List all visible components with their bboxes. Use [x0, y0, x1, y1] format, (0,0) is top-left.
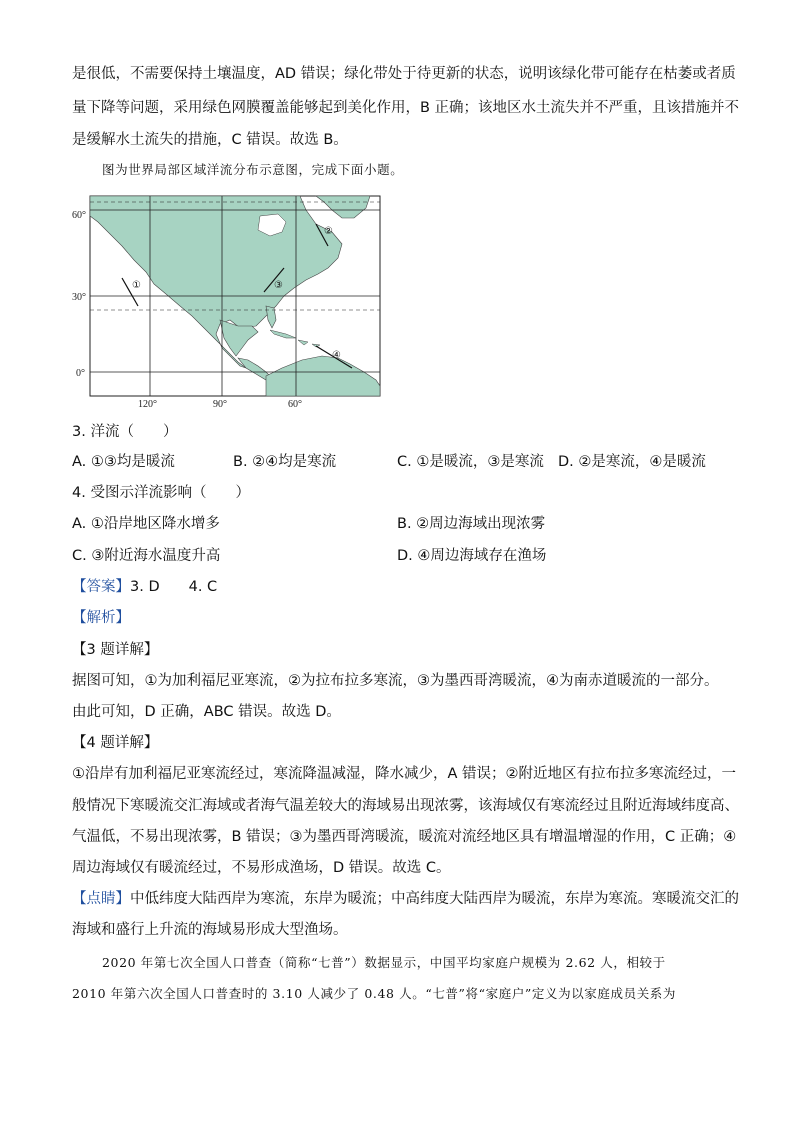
ocean-current-map [70, 188, 390, 410]
tip-text: 中低纬度大陆西岸为寒流，东岸为暖流；中高纬度大陆西岸为暖流，东岸为寒流。寒暖流交汇的 [130, 891, 739, 907]
lat-label-60: 60° [72, 210, 86, 221]
q4-option-b: B. ②周边海域出现浓雾 [397, 516, 546, 532]
q4-stem: 4. 受图示洋流影响（ ） [72, 485, 250, 501]
current-4-label: ④ [332, 350, 341, 361]
lon-label-90: 90° [213, 399, 227, 410]
current-1-label: ① [132, 280, 141, 291]
lat-label-30: 30° [72, 292, 86, 303]
q4-detail-tag: 【4 题详解】 [72, 735, 159, 751]
intro-line: 是缓解水土流失的措施，C 错误。故选 B。 [72, 132, 348, 148]
lon-label-120: 120° [138, 399, 157, 410]
q3-option-b: B. ②④均是寒流 [233, 454, 337, 470]
lon-label-60: 60° [288, 399, 302, 410]
q4-detail-line: 周边海域仅有暖流经过，不易形成渔场，D 错误。故选 C。 [72, 860, 451, 876]
tip-line [72, 889, 739, 909]
q3-detail-line: 由此可知，D 正确，ABC 错误。故选 D。 [72, 704, 341, 720]
q3-option-d: D. ②是寒流，④是暖流 [558, 454, 706, 470]
passage-line: 2010 年第六次全国人口普查时的 3.10 人减少了 0.48 人。“七普”将“家庭户”定义为以家庭成员关系为 [72, 986, 677, 1001]
q4-option-c: C. ③附近海水温度升高 [72, 548, 221, 564]
q3-detail-line: 据图可知，①为加利福尼亚寒流，②为拉布拉多寒流，③为墨西哥湾暖流，④为南赤道暖流的一部分。 [72, 673, 719, 689]
q4-option-d: D. ④周边海域存在渔场 [397, 548, 547, 564]
tip-tag: 【点睛】 [72, 891, 130, 907]
q3-option-a: A. ①③均是暖流 [72, 454, 175, 470]
answer-text: 3. D 4. C [130, 579, 218, 595]
q4-detail-line: 般情况下寒暖流交汇海域或者海气温差较大的海域易出现浓雾，该海域仅有寒流经过且附近海域纬度高、 [72, 798, 739, 814]
figure-caption: 图为世界局部区域洋流分布示意图，完成下面小题。 [102, 162, 404, 177]
intro-line: 是很低，不需要保持土壤温度，AD 错误；绿化带处于待更新的状态，说明该绿化带可能存在枯萎或者质 [72, 66, 736, 82]
q4-detail-line: ①沿岸有加利福尼亚寒流经过，寒流降温减湿，降水减少，A 错误；②附近地区有拉布拉多寒流经过，一 [72, 766, 737, 782]
current-2-label: ② [324, 226, 333, 237]
q4-option-a: A. ①沿岸地区降水增多 [72, 516, 220, 532]
q3-option-c: C. ①是暖流，③是寒流 [397, 454, 544, 470]
intro-line: 量下降等问题，采用绿色网膜覆盖能够起到美化作用，B 正确；该地区水土流失并不严重，且该措施并不 [72, 100, 740, 116]
tip-line: 海域和盛行上升流的海域易形成大型渔场。 [72, 922, 348, 938]
current-3-label: ③ [274, 280, 283, 291]
q4-detail-line: 气温低，不易出现浓雾，B 错误；③为墨西哥湾暖流，暖流对流经地区具有增温增湿的作用，C 正确；④ [72, 829, 737, 845]
q3-stem: 3. 洋流（ ） [72, 424, 178, 440]
answer-tag: 【答案】 [72, 579, 130, 595]
q3-detail-tag: 【3 题详解】 [72, 642, 159, 658]
lat-label-0: 0° [76, 368, 85, 379]
analysis-tag: 【解析】 [72, 610, 130, 626]
answer-line [72, 577, 217, 597]
passage-line: 2020 年第七次全国人口普查（简称“七普”）数据显示，中国平均家庭户规模为 2.62 人，相较于 [102, 955, 666, 970]
